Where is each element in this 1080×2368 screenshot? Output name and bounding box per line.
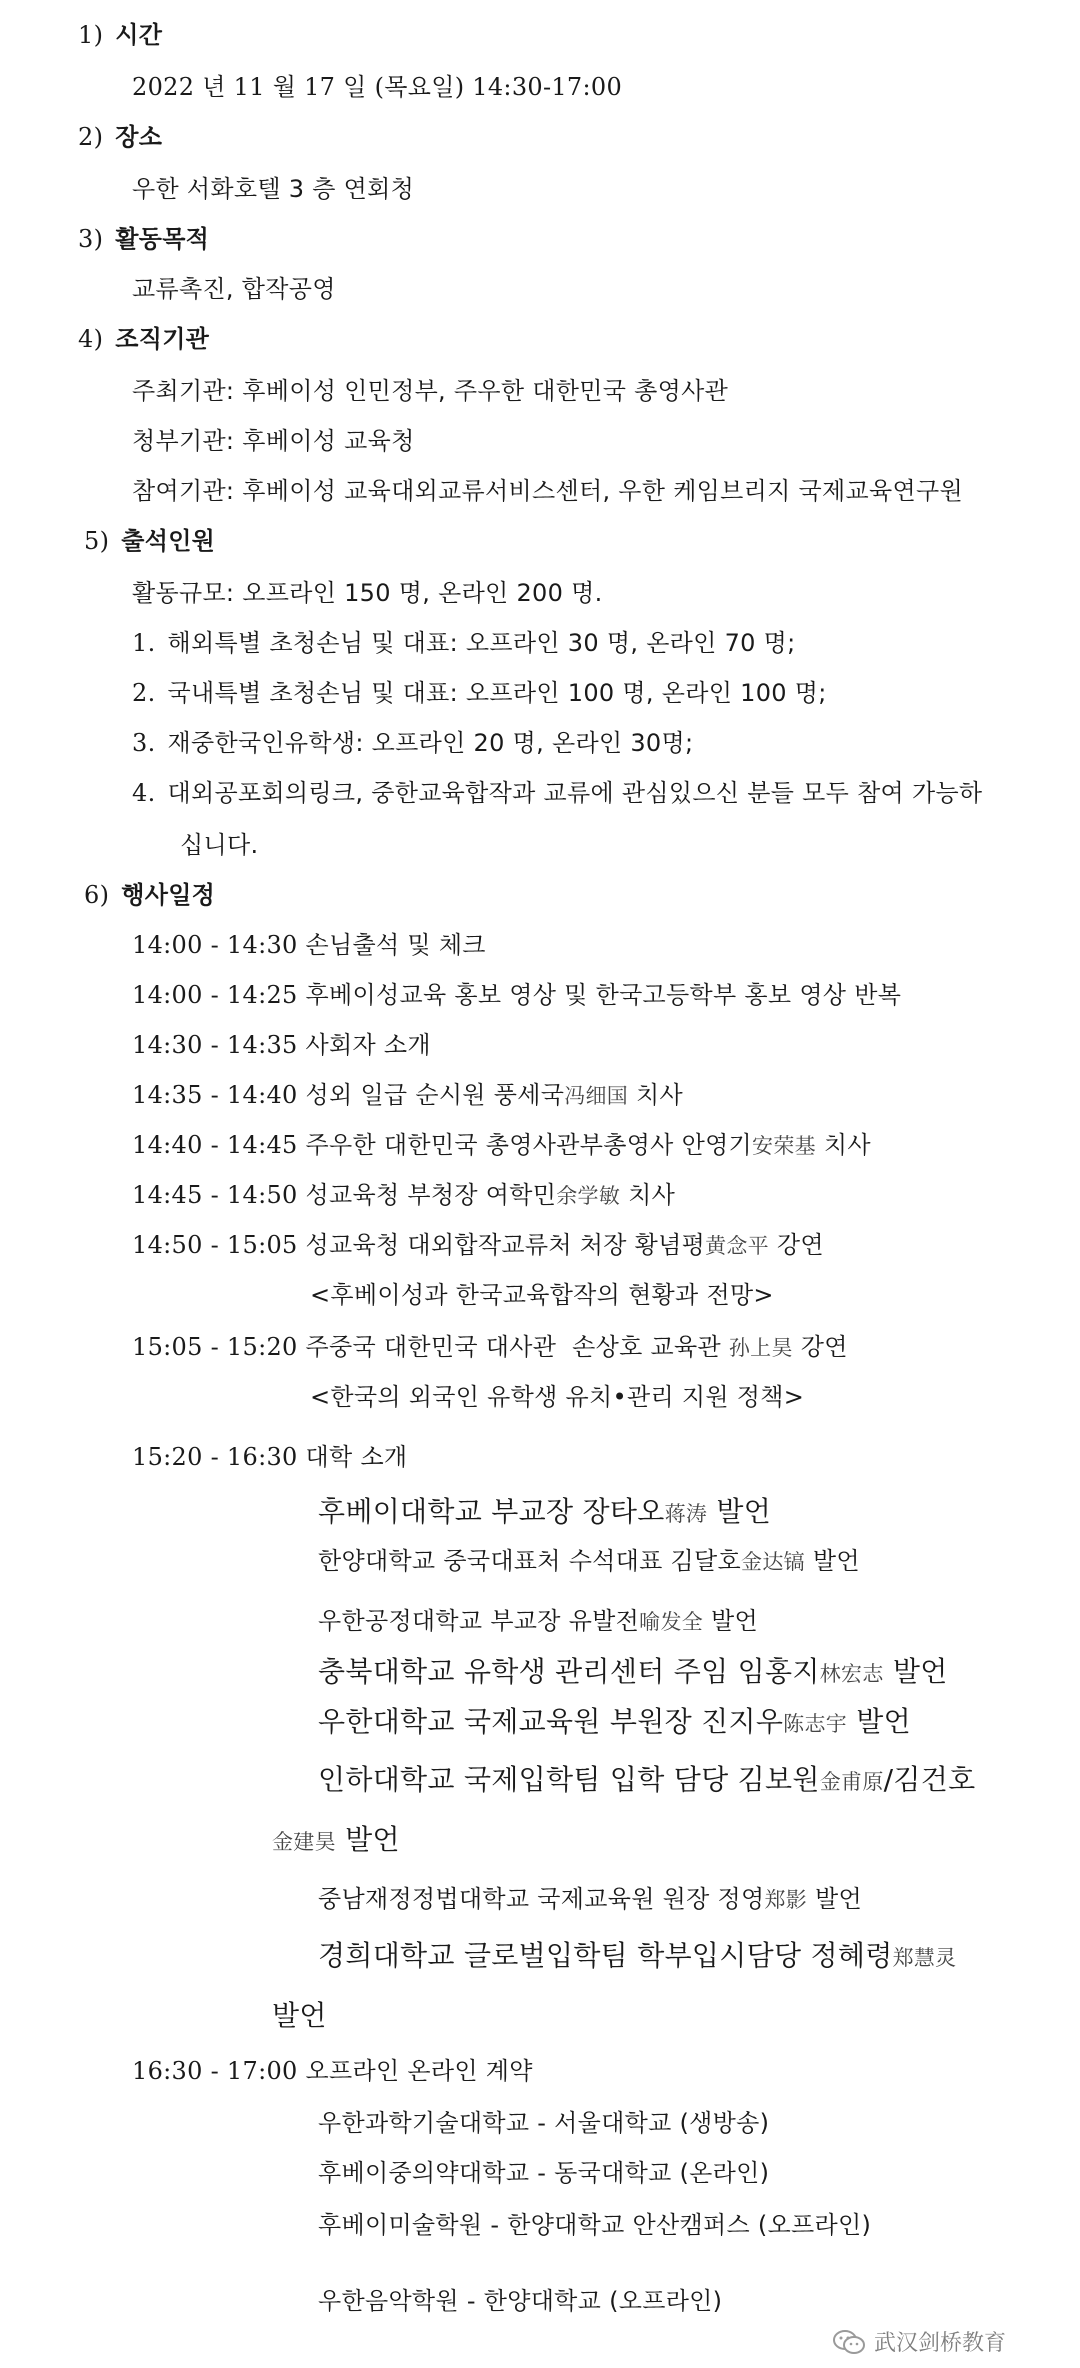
time-value: 2022 년 11 월 17 일 (목요일) 14:30-17:00: [132, 73, 623, 101]
schedule-row: 15:20 - 16:30 대학 소개: [132, 1443, 408, 1471]
attendance-item: 2. 국내특별 초청손님 및 대표: 오프라인 100 명, 온라인 100 명;: [132, 679, 827, 707]
schedule-row: 14:35 - 14:40 성외 일급 순시원 풍세국冯细国 치사: [132, 1081, 683, 1109]
university-speaker-continued: 발언: [272, 1999, 327, 2032]
attendance-item: 3. 재중한국인유학생: 오프라인 20 명, 온라인 30명;: [132, 729, 694, 757]
schedule-row: 14:00 - 14:30 손님출석 및 체크: [132, 931, 486, 959]
section-1-heading: 1) 시간: [78, 21, 163, 49]
schedule-time: 15:20 - 16:30: [132, 1443, 298, 1471]
schedule-row: 16:30 - 17:00 오프라인 온라인 계약: [132, 2057, 533, 2085]
schedule-time: 15:05 - 15:20: [132, 1333, 298, 1361]
schedule-row: 14:45 - 14:50 성교육청 부청장 여학민余学敏 치사: [132, 1181, 676, 1209]
attendance-item: 1. 해외특별 초청손님 및 대표: 오프라인 30 명, 온라인 70 명;: [132, 629, 796, 657]
org-host: 주최기관: 후베이성 인민정부, 주우한 대한민국 총영사관: [132, 377, 729, 405]
university-speaker-continued: 金建昊 발언: [272, 1823, 400, 1856]
section-3-heading: 3) 활동목적: [78, 225, 210, 253]
section-6-heading: 6) 행사일정: [84, 881, 216, 909]
university-speaker: 후베이대학교 부교장 장타오蒋涛 발언: [318, 1495, 772, 1528]
schedule-time: 14:50 - 15:05: [132, 1231, 298, 1259]
wechat-icon: [832, 2329, 866, 2355]
schedule-time: 14:45 - 14:50: [132, 1181, 298, 1209]
place-value: 우한 서화호텔 3 층 연회청: [132, 175, 415, 203]
attendance-item-continued: 십니다.: [180, 831, 259, 859]
university-speaker: 한양대학교 중국대표처 수석대표 김달호金达镐 발언: [318, 1547, 860, 1575]
contract-item: 우한과학기술대학교 - 서울대학교 (생방송): [318, 2109, 770, 2137]
contract-item: 후베이미술학원 - 한양대학교 안산캠퍼스 (오프라인): [318, 2211, 872, 2239]
section-5-heading: 5) 출석인원: [84, 527, 216, 555]
schedule-row: 14:30 - 14:35 사회자 소개: [132, 1031, 431, 1059]
schedule-time: 14:35 - 14:40: [132, 1081, 298, 1109]
lecture-topic: <한국의 외국인 유학생 유치•관리 지원 정책>: [310, 1383, 805, 1411]
schedule-time: 14:00 - 14:25: [132, 981, 298, 1009]
watermark-text: 武汉剑桥教育: [874, 2331, 1007, 2356]
watermark: [832, 2326, 1006, 2357]
lecture-topic: <후베이성과 한국교육합작의 현황과 전망>: [310, 1281, 774, 1309]
schedule-row: 14:00 - 14:25 후베이성교육 홍보 영상 및 한국고등학부 홍보 영상 반복: [132, 981, 902, 1009]
schedule-row: 15:05 - 15:20 주중국 대한민국 대사관 손상호 교육관 孙上昊 강연: [132, 1333, 848, 1361]
university-speaker: 인하대학교 국제입학팀 입학 담당 김보원金甫原/김건호: [318, 1763, 976, 1796]
purpose-value: 교류촉진, 합작공영: [132, 275, 336, 303]
university-speaker: 우한공정대학교 부교장 유발전喻发全 발언: [318, 1607, 758, 1635]
section-2-heading: 2) 장소: [78, 123, 163, 151]
university-speaker: 우한대학교 국제교육원 부원장 진지우陈志宇 발언: [318, 1705, 911, 1738]
attendance-item: 4. 대외공포회의링크, 중한교육합작과 교류에 관심있으신 분들 모두 참여 가능하: [132, 779, 983, 807]
schedule-row: 14:50 - 15:05 성교육청 대외합작교류처 처장 황념평黄念平 강연: [132, 1231, 824, 1259]
schedule-time: 16:30 - 17:00: [132, 2057, 298, 2085]
org-participant: 참여기관: 후베이성 교육대외교류서비스센터, 우한 케임브리지 국제교육연구원: [132, 477, 963, 505]
schedule-time: 14:00 - 14:30: [132, 931, 298, 959]
contract-item: 후베이중의약대학교 - 동국대학교 (온라인): [318, 2159, 770, 2187]
schedule-time: 14:40 - 14:45: [132, 1131, 298, 1159]
org-undertaker: 청부기관: 후베이성 교육청: [132, 427, 415, 455]
university-speaker: 충북대학교 유학생 관리센터 주임 임홍지林宏志 발언: [318, 1655, 948, 1688]
attendance-scale: 활동규모: 오프라인 150 명, 온라인 200 명.: [132, 579, 603, 607]
contract-item: 우한음악학원 - 한양대학교 (오프라인): [318, 2287, 723, 2315]
schedule-row: 14:40 - 14:45 주우한 대한민국 총영사관부총영사 안영기安荣基 치사: [132, 1131, 871, 1159]
university-speaker: 중남재정정법대학교 국제교육원 원장 정영郑影 발언: [318, 1885, 863, 1913]
university-speaker: 경희대학교 글로벌입학팀 학부입시담당 정혜령郑慧灵: [318, 1939, 957, 1972]
schedule-time: 14:30 - 14:35: [132, 1031, 298, 1059]
section-4-heading: 4) 조직기관: [78, 325, 210, 353]
